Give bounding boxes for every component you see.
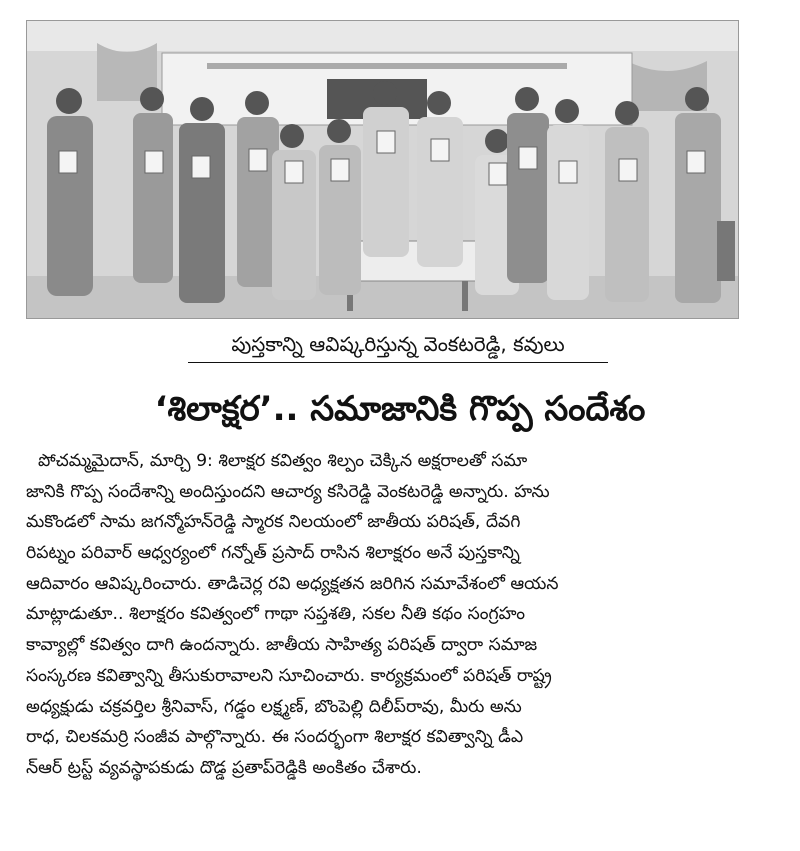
body-line: మకొండలో సామ జగన్మోహన్‌రెడ్డి స్మారక నిలయంలో జాతీయ పరిషత్, దేవగి [26, 512, 521, 533]
body-line: జానికి గొప్ప సందేశాన్ని అందిస్తుందని ఆచార్య కసిరెడ్డి వెంకటరెడ్డి అన్నారు. హను [26, 481, 550, 502]
previous-article-fragment [0, 0, 800, 8]
group-photo-icon [27, 21, 738, 318]
body-line: రిపట్నం పరివార్ ఆధ్వర్యంలో గన్నోత్ ప్రసాద్ రాసిన శిలాక్షరం అనే పుస్తకాన్ని [26, 543, 520, 564]
body-line: రాధ, చిలకమర్రి సంజీవ పాల్గొన్నారు. ఈ సందర్భంగా శిలాక్షర కవిత్వాన్ని డీఎ [26, 727, 524, 748]
news-photo [26, 20, 739, 319]
body-line: సంస్కరణ కవిత్వాన్ని తీసుకురావాలని సూచించారు. కార్యక్రమంలో పరిషత్ రాష్ట్ర [26, 665, 552, 686]
body-line: న్‌ఆర్ ట్రస్ట్ వ్యవస్థాపకుడు దొడ్డ ప్రతాప్‌రెడ్డికి అంకితం చేశారు. [26, 757, 422, 778]
body-line: పోచమ్మమైదాన్, మార్చి 9: శిలాక్షర కవిత్వం శిల్పం చెక్కిన అక్షరాలతో సమా [38, 451, 528, 471]
photo-caption: పుస్తకాన్ని ఆవిష్కరిస్తున్న వెంకటరెడ్డి, కవులు [188, 328, 608, 363]
article-body [26, 446, 738, 784]
article-headline: ‘శిలాక్షర’.. సమాజానికి గొప్ప సందేశం [154, 389, 646, 429]
body-line: ఆదివారం ఆవిష్కరించారు. తాడిచెర్ల రవి అధ్యక్షతన జరిగిన సమావేశంలో ఆయన [26, 573, 559, 594]
body-line: కావ్యాల్లో కవిత్వం దాగి ఉందన్నారు. జాతీయ సాహిత్య పరిషత్ ద్వారా సమాజ [26, 635, 538, 656]
body-line: అధ్యక్షుడు చక్రవర్తిల శ్రీనివాస్, గడ్డం లక్ష్మణ్, బొంపెల్లి దిలీప్‌రావు, మీరు అను [26, 696, 522, 717]
body-line: మాట్లాడుతూ.. శిలాక్షరం కవిత్వంలో గాథా సప్తశతి, సకల నీతి కథం సంగ్రహం [26, 604, 526, 625]
